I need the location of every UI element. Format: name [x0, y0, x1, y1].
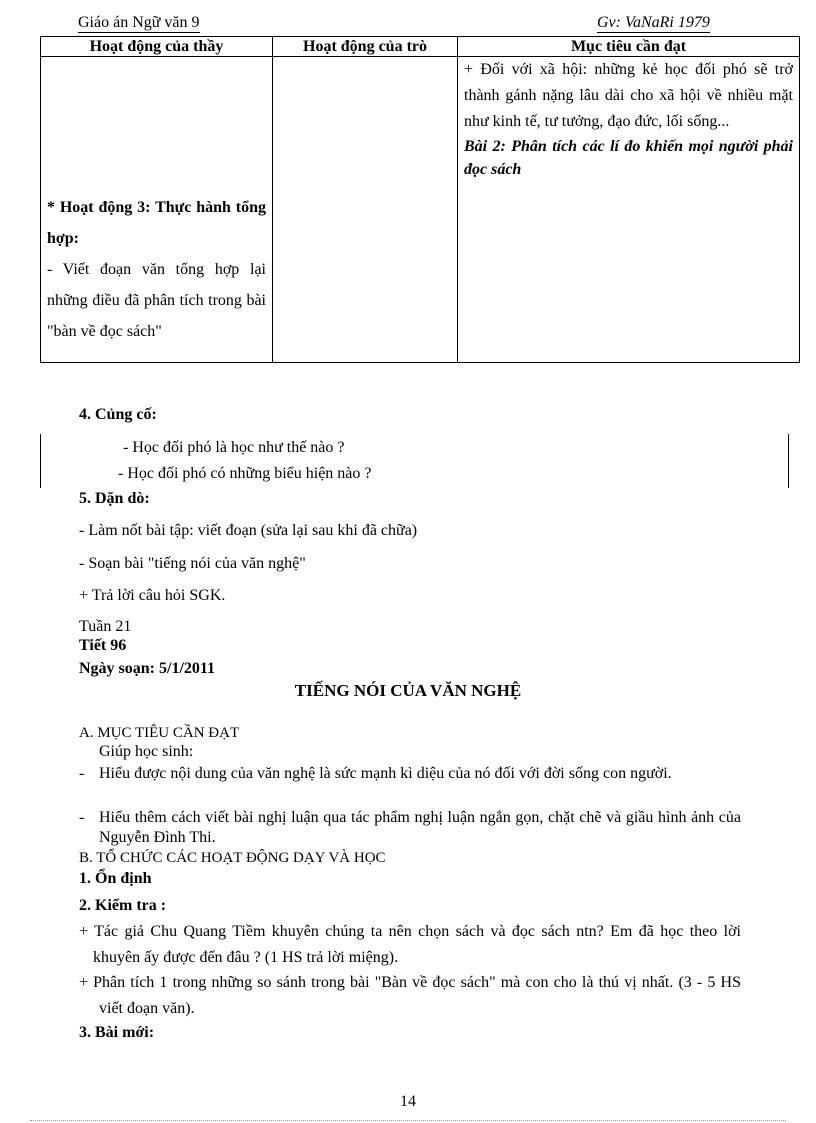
- week-label: Tuần 21: [79, 618, 132, 635]
- left-margin-line: [40, 434, 41, 488]
- section-a-title: A. MỤC TIÊU CẦN ĐẠT: [79, 725, 240, 741]
- bullet-dash: -: [79, 809, 85, 826]
- objective-item: Hiểu được nội dung của văn nghệ là sức mạnh kì diệu của nó đối với đời sống con người.: [99, 765, 672, 782]
- period-label: Tiết 96: [79, 637, 127, 654]
- activity-title: * Hoạt động 3: Thực hành tổng hợp:: [47, 199, 266, 247]
- homework-item: + Trả lời câu hỏi SGK.: [79, 587, 226, 604]
- consolidation-question-1: - Học đối phó là học như thế nào ?: [123, 439, 345, 456]
- objective-text: + Đối với xã hội: những kẻ học đối phó sẽ trở thành gánh nặng lâu dài cho xã hội về nhiều mặt như kinh tế, tư tưởng, đạo đức, lối sống...: [464, 61, 793, 130]
- bullet-dash: -: [79, 765, 85, 782]
- check-item: + Phân tích 1 trong những so sánh trong bài "Bàn về đọc sách" mà con cho là thú vị nhất. (3 - 5 HS viết đoạn văn).: [79, 974, 741, 1017]
- page-number: 14: [400, 1093, 416, 1110]
- objectives-cell: [458, 57, 800, 363]
- consolidation-question-2: - Học đối phó có những biểu hiện nào ?: [118, 465, 372, 482]
- table-header-objectives: Mục tiêu cần đạt: [458, 37, 800, 57]
- table-header-student: Hoạt động của trò: [273, 37, 458, 57]
- right-margin-line: [788, 434, 789, 488]
- activity-text: - Viết đoạn văn tổng hợp lại những điều đã phân tích trong bài "bàn về đọc sách": [47, 261, 266, 340]
- objective-item: Hiểu thêm cách viết bài nghị luận qua tác phẩm nghị luận ngắn gọn, chặt chẽ và giầu hình ảnh của Nguyễn Đình Thi.: [99, 809, 741, 846]
- step-new-lesson: 3. Bài mới:: [79, 1024, 155, 1041]
- homework-title: 5. Dặn dò:: [79, 490, 150, 507]
- table-header-row: [41, 37, 800, 57]
- consolidation-title: 4. Củng cố:: [79, 406, 157, 423]
- lesson-table: [40, 36, 800, 363]
- section-b-title: B. TỔ CHỨC CÁC HOẠT ĐỘNG DẠY VÀ HỌC: [79, 850, 386, 866]
- homework-item: - Soạn bài "tiếng nói của văn nghệ": [79, 555, 306, 572]
- step-check: 2. Kiểm tra :: [79, 897, 167, 914]
- lesson-title: TIẾNG NÓI CỦA VĂN NGHỆ: [294, 681, 522, 700]
- objective-task: Bài 2: Phân tích các lí đo khiến mọi người phải đọc sách: [464, 138, 793, 178]
- homework-item: - Làm nốt bài tập: viết đoạn (sửa lại sau khi đã chữa): [79, 522, 418, 539]
- step-stabilize: 1. Ổn định: [79, 870, 152, 887]
- student-cell: [273, 57, 458, 363]
- table-row: [41, 57, 800, 363]
- header-left: Giáo án Ngữ văn 9: [78, 14, 200, 31]
- check-item: + Tác giả Chu Quang Tiềm khuyên chúng ta nên chọn sách và đọc sách ntn? Em đã học theo lời khuyên ấy được đến đâu ? (1 HS trả lời miệng).: [79, 923, 741, 966]
- section-a-intro: Giúp học sinh:: [99, 743, 194, 760]
- teacher-activity: [47, 57, 266, 347]
- header-right: Gv: VaNaRi 1979: [597, 14, 710, 31]
- footer-divider: [30, 1120, 786, 1121]
- table-header-teacher: Hoạt động của thầy: [41, 37, 273, 57]
- date-label: Ngày soạn: 5/1/2011: [79, 660, 216, 677]
- teacher-cell: [41, 57, 273, 363]
